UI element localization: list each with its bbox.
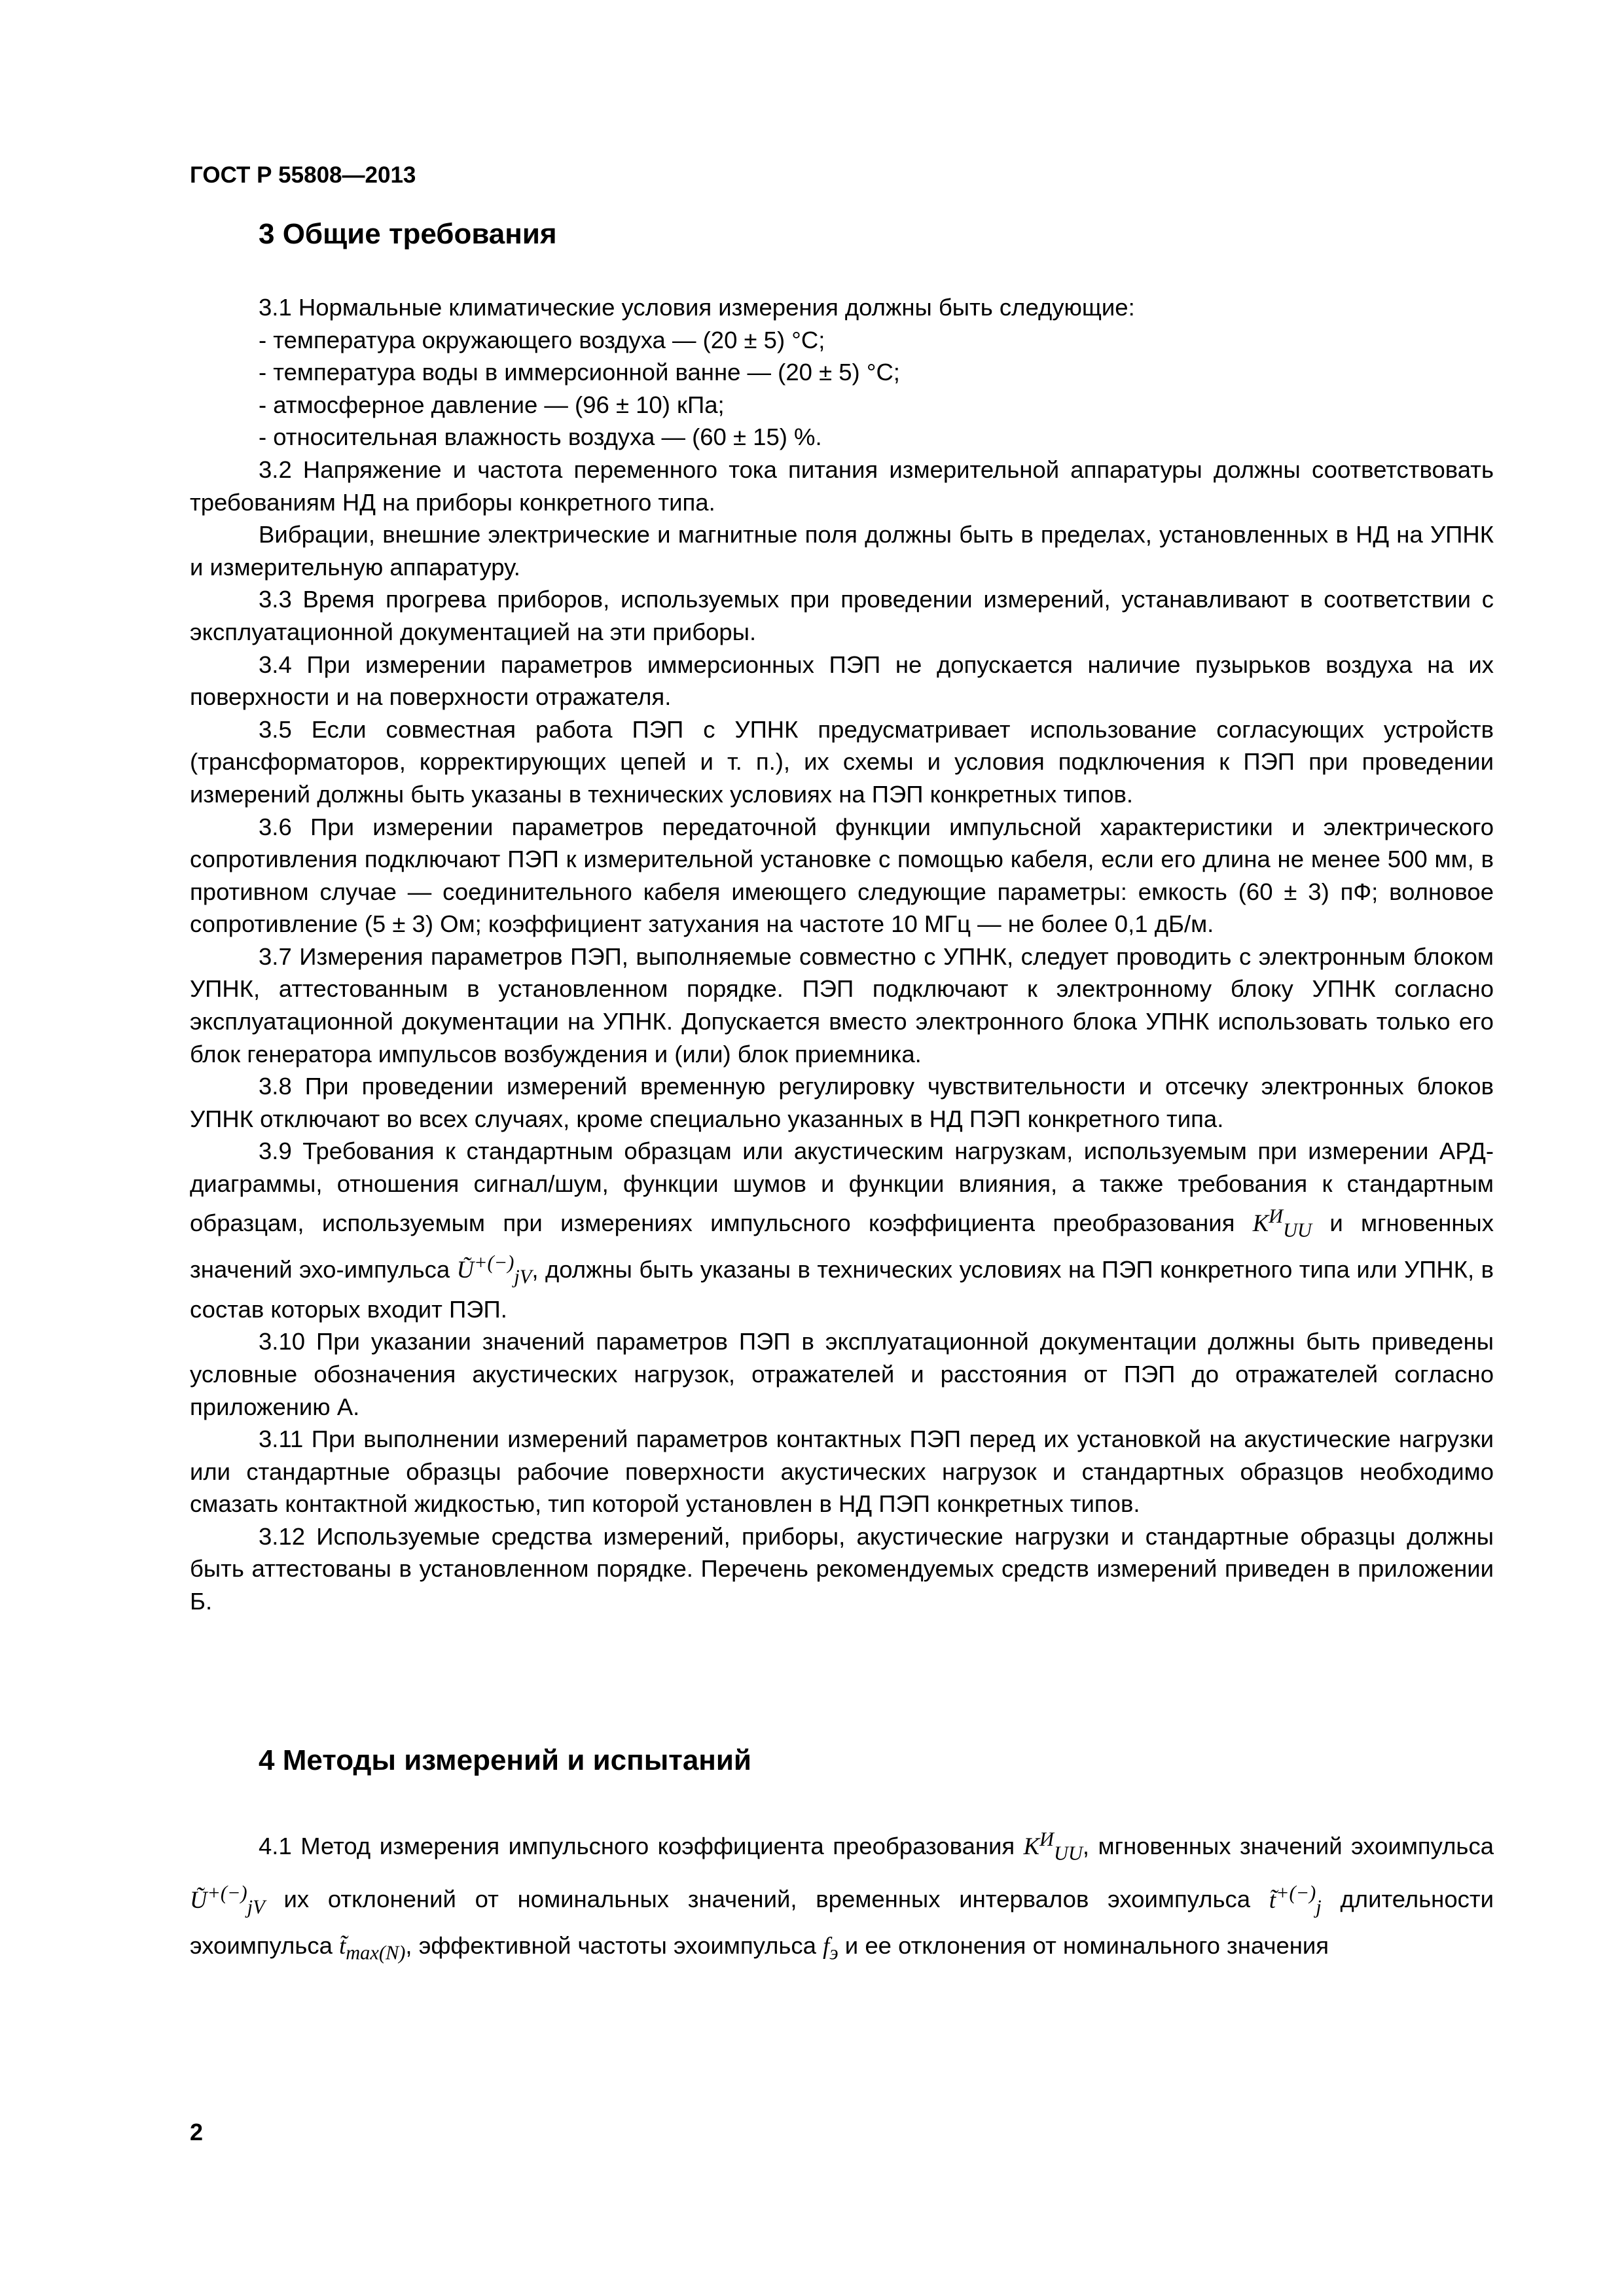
paragraph-4-1: 4.1 Метод измерения импульсного коэффициента преобразования $K^И_{UU}$, мгновенных значений эхоимпульса $Ũ^{+(-)}_{jV}$ их отклонений от номинальных значений, временных интервалов эхоимпульса $t̃^{+(-)}_j$ длительности эхоимпульса $t̃_{max(N)}$, эффективной частоты эхоимпульса $f_э$ и ее отклонения от номинального значения [190,1828,1494,1964]
formula-t-j: $t̃^{+(-)}_j$ [1269,1881,1322,1918]
paragraph-3-8: 3.8 При проведении измерений временную регулировку чувствительности и отсечку электронных блоков УПНК отключают во всех случаях, кроме специально указанных в НД ПЭП конкретного типа. [190,1073,1494,1132]
condition-item: - температура окружающего воздуха — (20 ± 5) °С; [259,326,825,353]
formula-f-eff: $f_э$ [823,1931,839,1964]
paragraph-3-11: 3.11 При выполнении измерений параметров контактных ПЭП перед их установкой на акустические нагрузки или стандартные образцы рабочие поверхности акустических нагрузок и стандартных образцов необходимо смазать контактной жидкостью, тип которой установлен в НД ПЭП конкретных типов. [190,1426,1494,1518]
paragraph-3-9 [190,1135,1494,1325]
paragraph-3-10: 3.10 При указании значений параметров ПЭП в эксплуатационной документации должны быть приведены условные обозначения акустических нагрузок, отражателей и расстояния от ПЭП до отражателей согласно приложению А. [190,1328,1494,1420]
formula-k-uu: $K^И_{UU}$ [1023,1828,1083,1865]
paragraph-3-1: 3.1 Нормальные климатические условия измерения должны быть следующие: [259,294,1135,321]
formula-u-jv: $Ũ^{+(-)}_{jV}$ [190,1881,265,1918]
condition-item: - атмосферное давление — (96 ± 10) кПа; [259,391,725,418]
formula-u-jv: $Ũ^{+(-)}_{jV}$ [456,1251,532,1288]
formula-t-max: $t̃_{max(N)}$ [339,1931,406,1964]
paragraph-3-9-text: и мгновенных значений эхо-импульса [190,1209,1494,1283]
section-3-title: 3 Общие требования [259,218,557,250]
document-header: ГОСТ Р 55808—2013 [190,162,416,188]
section-4-body [190,1820,1494,1972]
section-3-body [190,291,1494,1618]
paragraph-3-2-vibrations: Вибрации, внешние электрические и магнитные поля должны быть в пределах, установленных в НД на УПНК и измерительную аппаратуру. [190,521,1494,581]
formula-k-uu: $K^И_{UU}$ [1252,1204,1312,1242]
paragraph-3-4: 3.4 При измерении параметров иммерсионных ПЭП не допускается наличие пузырьков воздуха на их поверхности и на поверхности отражателя. [190,651,1494,711]
section-4-title: 4 Методы измерений и испытаний [259,1744,751,1776]
paragraph-3-6: 3.6 При измерении параметров передаточной функции импульсной характеристики и электрического сопротивления подключают ПЭП к измерительной установке с помощью кабеля, если его длина не менее 500 мм, в противном случае — соединительного кабеля имеющего следующие параметры: емкость (60 ± 3) пФ; волновое сопротивление (5 ± 3) Ом; коэффициент затухания на частоте 10 МГц — не более 0,1 дБ/м. [190,813,1494,938]
paragraph-3-7: 3.7 Измерения параметров ПЭП, выполняемые совместно с УПНК, следует проводить с электронным блоком УПНК, аттестованным в установленном порядке. ПЭП подключают к электронному блоку УПНК согласно эксплуатационной документации на УПНК. Допускается вместо электронного блока УПНК использовать только его блок генератора импульсов возбуждения и (или) блок приемника. [190,942,1494,1067]
paragraph-3-9-text: , должны быть указаны в технических условиях на ПЭП конкретного типа или УПНК, в состав которых входит ПЭП. [190,1255,1494,1323]
condition-item: - относительная влажность воздуха — (60 ± 15) %. [259,423,822,451]
paragraph-3-3: 3.3 Время прогрева приборов, используемых при проведении измерений, устанавливают в соответствии с эксплуатационной документацией на эти приборы. [190,586,1494,645]
page-number: 2 [190,2119,204,2145]
condition-item: - температура воды в иммерсионной ванне — (20 ± 5) °С; [259,359,900,386]
paragraph-3-5: 3.5 Если совместная работа ПЭП с УПНК предусматривает использование согласующих устройств (трансформаторов, корректирующих цепей и т. п.), их схемы и условия подключения к ПЭП при проведении измерений должны быть указаны в технических условиях на ПЭП конкретных типов. [190,715,1494,808]
paragraph-3-2: 3.2 Напряжение и частота переменного тока питания измерительной аппаратуры должны соответствовать требованиям НД на приборы конкретного типа. [190,456,1494,516]
paragraph-3-12: 3.12 Используемые средства измерений, приборы, акустические нагрузки и стандартные образцы должны быть аттестованы в установленном порядке. Перечень рекомендуемых средств измерений приведен в приложении Б. [190,1522,1494,1615]
paragraph-3-9-text: 3.9 Требования к стандартным образцам или акустическим нагрузкам, используемым при измерении АРД-диаграммы, отношения сигнал/шум, функции шумов и функции влияния, а также требования к стандартным образцам, используемым при измерениях импульсного коэффициента преобразования [190,1138,1494,1236]
